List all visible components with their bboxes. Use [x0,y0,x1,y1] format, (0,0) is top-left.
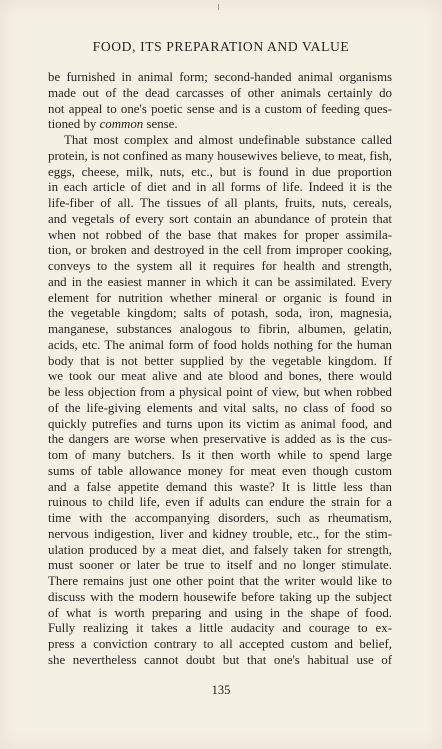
text-line: of the life-giving elements and vital salts, no class of food so [48,400,392,415]
text-segment: sense. [143,117,178,132]
text-line: tion, or broken and destroyed in the cell from improper cooking, [48,243,392,258]
text-line: be furnished in animal form; second-handed animal organisms [48,70,392,84]
running-head: FOOD, ITS PREPARATION AND VALUE [92,39,350,54]
text-line: the dangers are worse when preservative is added as is the cus- [48,432,392,447]
text-line: eggs, cheese, milk, nuts, etc., but is found in due proportion [48,164,392,179]
text-line: conveys to the system all it requires for health and strength, [48,259,392,273]
text-line: in each article of diet and in all forms of life. Indeed it is the [48,180,392,195]
text-line: manganese, substances analogous to fibrin, albumen, gelatin, [48,322,392,336]
text-line: discuss with the modern housewife before taking up the subject [48,589,392,604]
page-mark [218,4,219,10]
text-line: of what is worth preparing and using in the shape of food. [48,605,392,620]
text-line: life-fiber of all. The tissues of all plants, fruits, nuts, cereals, [48,196,392,210]
text-line: body that is not better supplied by the vegetable kingdom. If [48,353,392,368]
text-line: not appeal to one's poetic sense and is a custom of feeding ques- [48,101,392,116]
text-line: tom of many butchers. Is it then worth while to spend large [48,448,392,462]
text-line: and a false appetite demand this waste? It is little less than [48,479,392,494]
emphasized-word: common [99,117,144,132]
text-line: and in the easiest manner in which it can be assimilated. Every [48,274,392,289]
page-number: 135 [211,683,231,697]
body-text [48,70,392,669]
text-line: nervous indigestion, liver and kidney trouble, etc., for the stim- [48,526,392,541]
text-line: and vegetals of every sort contain an abundance of protein that [48,211,392,226]
text-line: protein, is not confined as many housewives believe, to meat, fish, [48,148,392,163]
text-line: acids, etc. The animal form of food holds nothing for the human [48,337,392,352]
text-line: she nevertheless cannot doubt but that one's habitual use of [48,652,392,667]
text-line: time with the accompanying disorders, such as rheumatism, [48,511,392,525]
text-line: There remains just one other point that the writer would like to [48,574,392,588]
text-line: made out of the dead carcasses of other animals certainly do [48,85,392,100]
text-line: element for nutrition whether mineral or organic is found in [48,290,392,305]
text-line: quickly putrefies and turns upon its victim as animal food, and [48,416,392,431]
text-line: be less objection from a physical point of view, but when robbed [48,385,392,399]
text-line: That most complex and almost undefinable substance called [64,133,392,147]
text-line: we took our meat alive and ate blood and bones, there would [48,369,392,384]
text-line: ruinous to child life, even if adults can endure the strain for a [48,495,392,510]
text-line: the vegetable kingdom; salts of potash, soda, iron, magnesia, [48,306,392,321]
text-line: press a conviction contrary to all accepted custom and belief, [48,637,392,651]
text-line: ulation produced by a meat diet, and falsely taken for strength, [48,542,392,557]
text-line: Fully realizing it takes a little audacity and courage to ex- [48,621,392,636]
text-line: sums of table allowance money for meat even though custom [48,463,392,478]
text-line [48,117,392,133]
text-line: when not robbed of the base that makes for proper assimila- [48,227,392,242]
text-line: must sooner or later be true to itself and no longer stimulate. [48,558,392,573]
text-segment: tioned by [48,117,100,132]
